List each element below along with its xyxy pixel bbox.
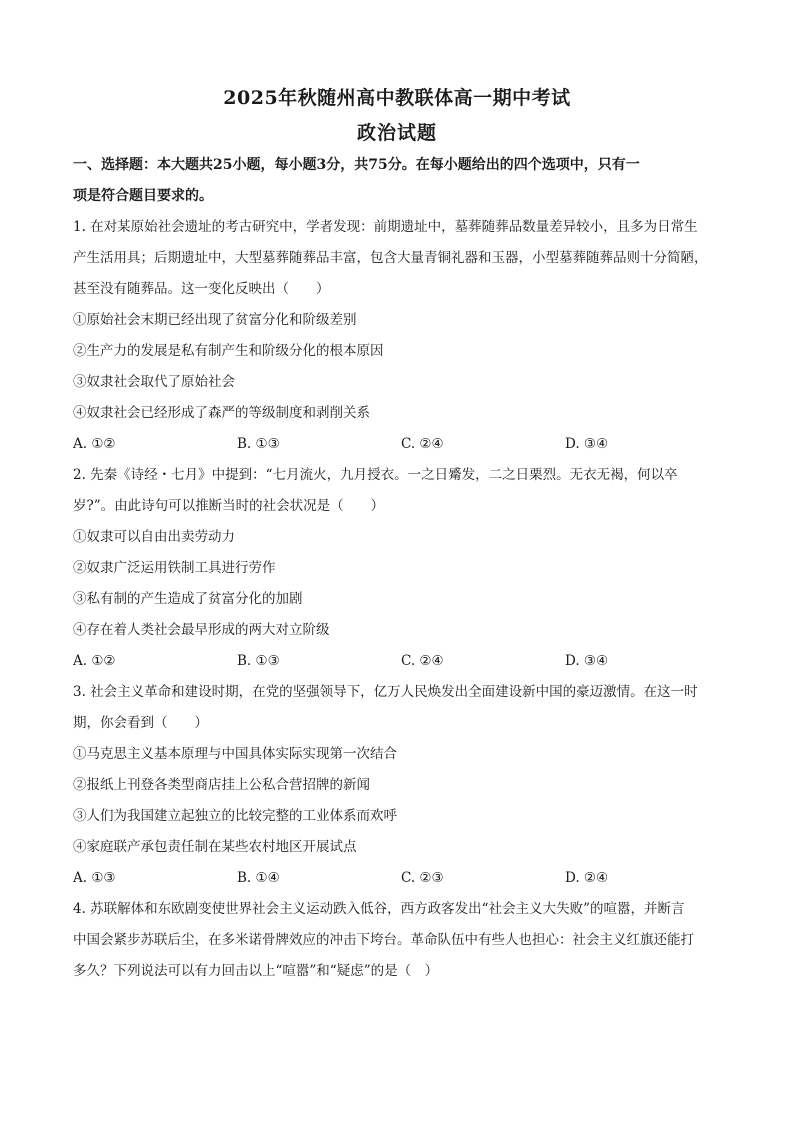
exam-title: 2025年秋随州高中教联体高一期中考试 (223, 87, 571, 109)
statement-item: ①马克思主义基本原理与中国具体实际实现第一次结合 (73, 746, 397, 762)
question-stem-line: 3. 社会主义革命和建设时期，在党的坚强领导下，亿万人民焕发出全面建设新中国的豪迈激情。在这一时 (73, 684, 698, 700)
option-a[interactable]: A. ①③ (73, 870, 116, 886)
exam-subtitle: 政治试题 (356, 122, 437, 144)
option-a[interactable]: A. ①② (73, 653, 116, 669)
exam-body (73, 150, 729, 987)
question-stem-line: 2. 先秦《诗经・七月》中提到：“七月流火，九月授衣。一之日觱发，二之日栗烈。无衣无褐，何以卒 (73, 467, 678, 483)
option-c[interactable]: C. ②④ (401, 436, 444, 452)
answer-options (73, 646, 729, 677)
statement-item: ①奴隶可以自由出卖劳动力 (73, 529, 235, 545)
question-3 (73, 677, 729, 894)
statement-item: ④家庭联产承包责任制在某些农村地区开展试点 (73, 839, 357, 855)
answer-options (73, 863, 729, 894)
statement-item: ②报纸上刊登各类型商店挂上公私合营招牌的新闻 (73, 777, 370, 793)
statement-item: ④存在着人类社会最早形成的两大对立阶级 (73, 622, 330, 638)
section-instruction-line: 项是符合题目要求的。 (73, 188, 213, 204)
question-1 (73, 212, 729, 460)
question-stem-line: 产生活用具；后期遗址中，大型墓葬随葬品丰富，包含大量青铜礼器和玉器，小型墓葬随葬品则十分简陋， (73, 250, 708, 266)
option-d[interactable]: D. ③④ (565, 653, 609, 669)
section-instruction-line: 一、选择题：本大题共25小题，每小题3分，共75分。在每小题给出的四个选项中，只有一 (73, 157, 640, 173)
option-b[interactable]: B. ①③ (237, 436, 280, 452)
statement-item: ③奴隶社会取代了原始社会 (73, 374, 235, 390)
statement-item: ②奴隶广泛运用铁制工具进行劳作 (73, 560, 276, 576)
statement-item: ④奴隶社会已经形成了森严的等级制度和剥削关系 (73, 405, 370, 421)
option-b[interactable]: B. ①③ (237, 653, 280, 669)
question-2 (73, 460, 729, 677)
option-d[interactable]: D. ②④ (565, 870, 609, 886)
statement-item: ③私有制的产生造成了贫富分化的加剧 (73, 591, 303, 607)
statement-item: ③人们为我国建立起独立的比较完整的工业体系而欢呼 (73, 808, 397, 824)
question-stem-line: 甚至没有随葬品。这一变化反映出（ ） (73, 281, 330, 297)
statement-item: ②生产力的发展是私有制产生和阶级分化的根本原因 (73, 343, 384, 359)
option-a[interactable]: A. ①② (73, 436, 116, 452)
question-stem-line: 4. 苏联解体和东欧剧变使世界社会主义运动跌入低谷，西方政客发出“社会主义大失败”的喧嚣，并断言 (73, 901, 685, 917)
statement-item: ①原始社会末期已经出现了贫富分化和阶级差别 (73, 312, 357, 328)
question-stem-line: 中国会紧步苏联后尘，在多米诺骨牌效应的冲击下垮台。革命队伍中有些人也担心：社会主义红旗还能打 (73, 932, 694, 948)
question-stem-line: 期，你会看到（ ） (73, 715, 208, 731)
option-b[interactable]: B. ①④ (237, 870, 280, 886)
question-stem-line: 多久？下列说法可以有力回击以上“喧嚣”和“疑虑”的是（ ） (73, 963, 439, 979)
option-d[interactable]: D. ③④ (565, 436, 609, 452)
option-c[interactable]: C. ②④ (401, 653, 444, 669)
answer-options (73, 429, 729, 460)
option-c[interactable]: C. ②③ (401, 870, 444, 886)
question-stem-line: 岁?”。由此诗句可以推断当时的社会状况是（ ） (73, 498, 385, 514)
question-stem-line: 1. 在对某原始社会遗址的考古研究中，学者发现：前期遗址中，墓葬随葬品数量差异较小，且多为日常生 (73, 219, 698, 235)
question-4 (73, 894, 729, 987)
